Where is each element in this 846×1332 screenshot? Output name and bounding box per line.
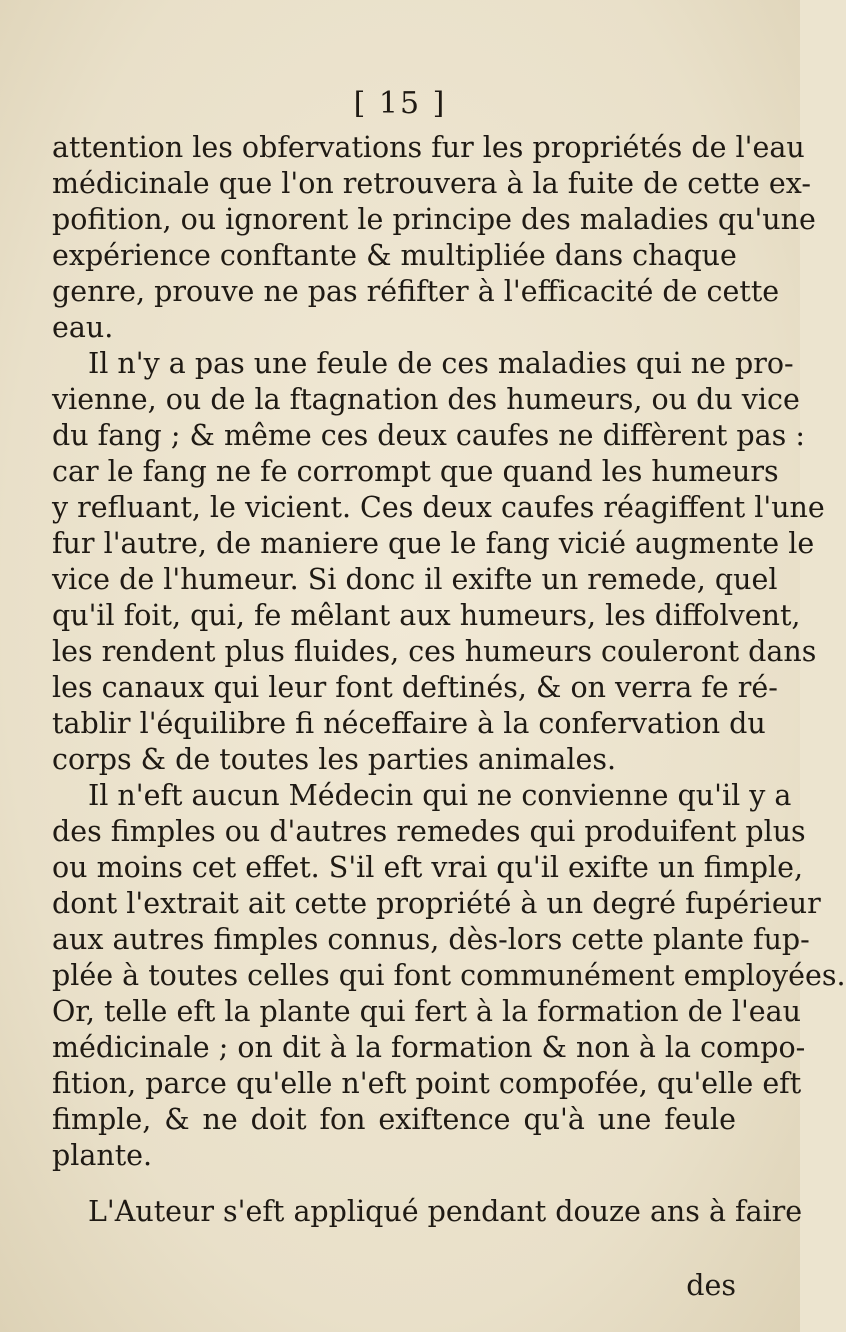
text-line: Or, telle eft la plante qui fert à la formation de l'eau [52, 995, 801, 1028]
text-line: y refluant, le vicient. Ces deux caufes réagiffent l'une [52, 491, 825, 524]
text-line: les canaux qui leur font deftinés, & on verra fe ré- [52, 671, 778, 704]
text-line: fur l'autre, de maniere que le fang vicié augmente le [52, 527, 815, 560]
text-line: attention les obfervations fur les propriétés de l'eau [52, 131, 805, 164]
text-line: du fang ; & même ces deux caufes ne diffèrent pas : [52, 419, 805, 452]
text-line: expérience conftante & multipliée dans chaque [52, 239, 737, 272]
text-line: dont l'extrait ait cette propriété à un degré fupérieur [52, 887, 821, 920]
text-line: tablir l'équilibre fi néceffaire à la confervation du [52, 707, 766, 740]
catchword: des [686, 1269, 736, 1302]
paragraph-first-line: Il n'y a pas une feule de ces maladies qui ne pro- [88, 347, 794, 380]
text-line: plante. [52, 1139, 153, 1172]
text-line: ou moins cet effet. S'il eft vrai qu'il exifte un fimple, [52, 851, 804, 884]
text-line: plée à toutes celles qui font communément employées. [52, 959, 846, 992]
text-line: des fimples ou d'autres remedes qui produifent plus [52, 815, 806, 848]
text-line: genre, prouve ne pas réfifter à l'efficacité de cette [52, 275, 780, 308]
text-line: car le fang ne fe corrompt que quand les humeurs [52, 455, 779, 488]
text-line: qu'il foit, qui, fe mêlant aux humeurs, les diffolvent, [52, 599, 801, 632]
paragraph-first-line: Il n'eft aucun Médecin qui ne convienne qu'il y a [88, 779, 792, 812]
text-line: corps & de toutes les parties animales. [52, 743, 617, 776]
text-line: fimple, & ne doit fon exiftence qu'à une feule [52, 1103, 736, 1136]
text-line: médicinale que l'on retrouvera à la fuite de cette ex- [52, 167, 811, 200]
page-number: [ 15 ] [353, 86, 447, 121]
text-line: médicinale ; on dit à la formation & non à la compo- [52, 1031, 806, 1064]
text-line: eau. [52, 311, 114, 344]
paragraph-first-line: L'Auteur s'eft appliqué pendant douze ans à faire [88, 1195, 803, 1228]
text-line: pofition, ou ignorent le principe des maladies qu'une [52, 203, 816, 236]
text-line: vice de l'humeur. Si donc il exifte un remede, quel [52, 563, 778, 596]
text-line: aux autres fimples connus, dès-lors cette plante fup- [52, 923, 810, 956]
text-line: les rendent plus fluides, ces humeurs couleront dans [52, 635, 817, 668]
text-line: vienne, ou de la ftagnation des humeurs, ou du vice [52, 383, 800, 416]
text-line: fition, parce qu'elle n'eft point compofée, qu'elle eft [52, 1067, 802, 1100]
